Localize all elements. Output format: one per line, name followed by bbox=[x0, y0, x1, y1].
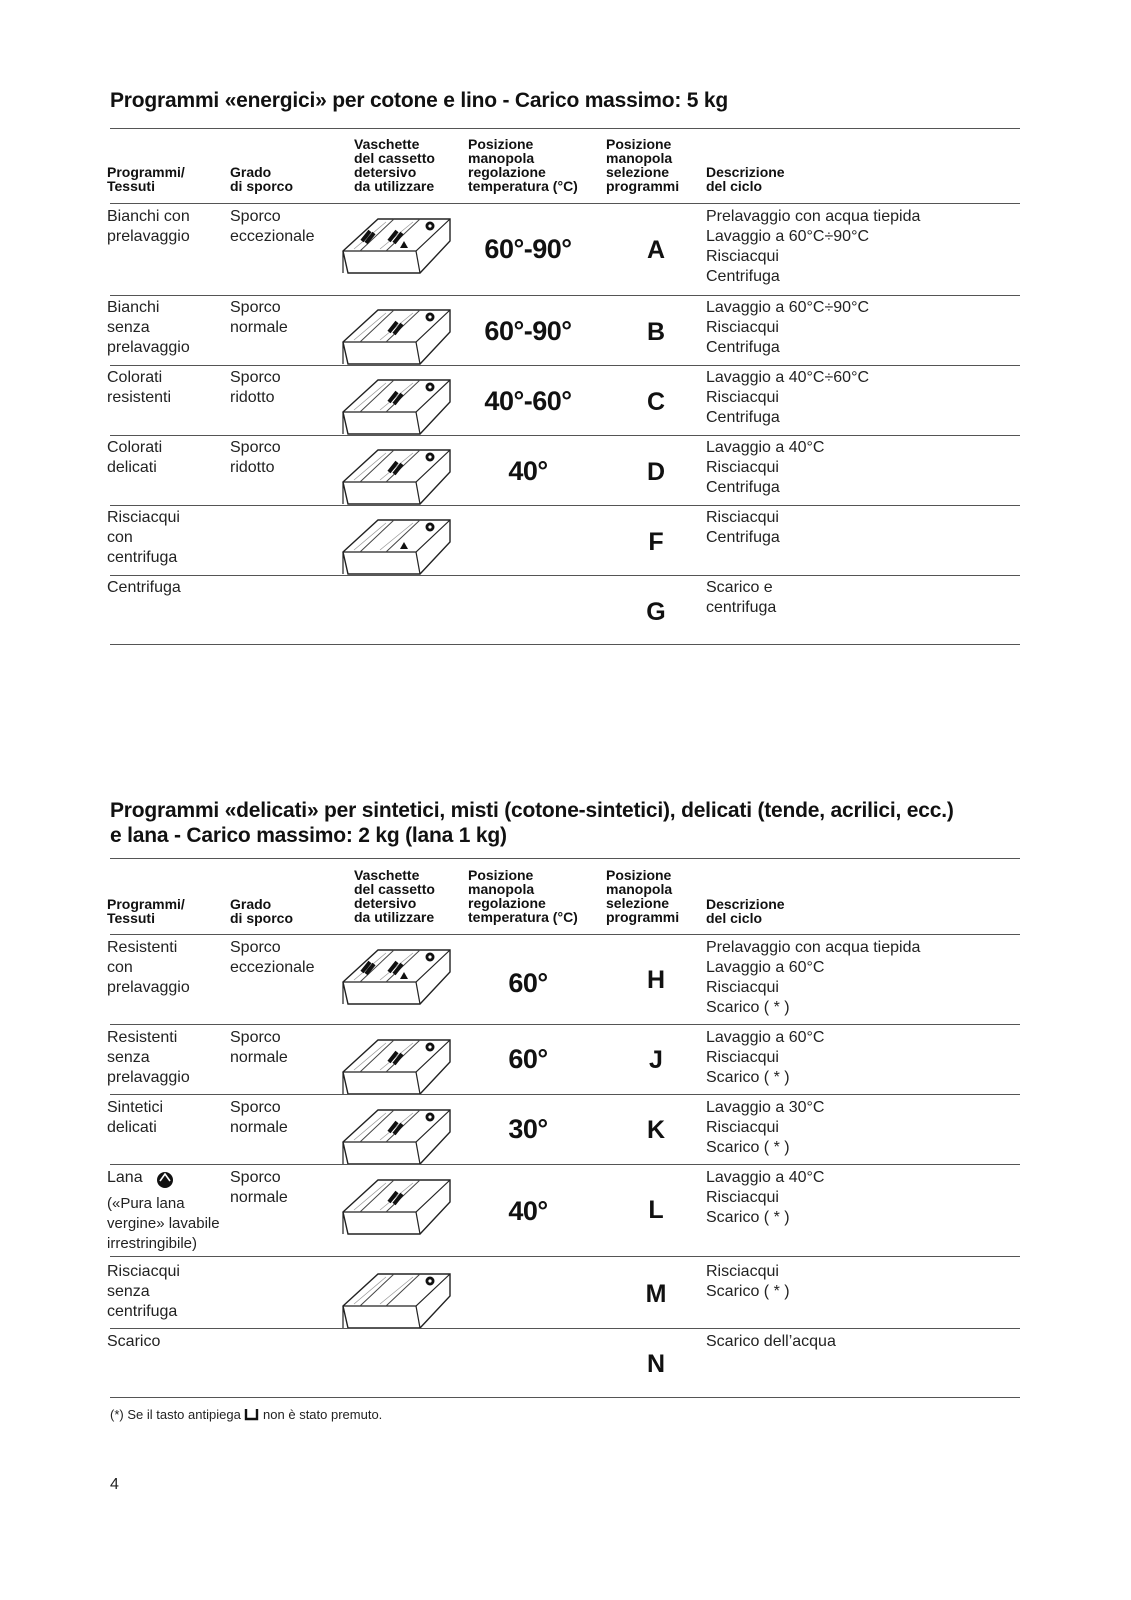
row-divider bbox=[110, 435, 1020, 436]
header-temperatura: Posizione manopola regolazione temperatura (°C) bbox=[468, 867, 578, 925]
row-divider bbox=[110, 1164, 1020, 1165]
header-programmi: Programmi/ Tessuti bbox=[107, 896, 185, 926]
header-descrizione: Descrizione del ciclo bbox=[706, 164, 785, 194]
fabric-cell: Resistenti con prelavaggio bbox=[107, 939, 190, 996]
section2-header-rule bbox=[110, 934, 1020, 935]
cycle-description: Lavaggio a 60°C÷90°C Risciacqui Centrifuga bbox=[706, 299, 870, 356]
cycle-description: Scarico e centrifuga bbox=[706, 579, 777, 616]
fabric-cell: Risciacqui con centrifuga bbox=[107, 509, 180, 566]
row-divider bbox=[110, 365, 1020, 366]
temperature-value: 40° bbox=[508, 1196, 548, 1226]
section2-top-rule bbox=[110, 858, 1020, 859]
section1-bottom-rule bbox=[110, 644, 1020, 645]
fabric-cell: Colorati resistenti bbox=[107, 369, 172, 406]
footnote bbox=[110, 1407, 382, 1424]
cycle-description: Scarico dell’acqua bbox=[706, 1333, 836, 1350]
row-divider bbox=[110, 575, 1020, 576]
temperature-value: 60°-90° bbox=[484, 316, 572, 346]
detergent-drawer-icon bbox=[338, 448, 456, 513]
detergent-drawer-icon bbox=[338, 378, 456, 443]
cycle-description: Prelavaggio con acqua tiepida Lavaggio a 60°C÷90°C Risciacqui Centrifuga bbox=[706, 208, 921, 285]
soil-cell: Sporco ridotto bbox=[230, 439, 281, 476]
program-letter: C bbox=[646, 388, 666, 416]
temperature-value: 60° bbox=[508, 1044, 548, 1074]
cycle-description: Risciacqui Centrifuga bbox=[706, 509, 780, 546]
detergent-drawer-icon bbox=[338, 948, 456, 1013]
fabric-cell: Risciacqui senza centrifuga bbox=[107, 1263, 180, 1320]
row-divider bbox=[110, 505, 1020, 506]
fabric-cell: Centrifuga bbox=[107, 579, 181, 596]
program-letter: F bbox=[648, 528, 664, 556]
fabric-cell: Resistenti senza prelavaggio bbox=[107, 1029, 190, 1086]
program-letter: L bbox=[648, 1196, 664, 1224]
program-letter: A bbox=[646, 236, 666, 264]
cycle-description: Lavaggio a 30°C Risciacqui Scarico ( * ) bbox=[706, 1099, 825, 1156]
fabric-cell: Scarico bbox=[107, 1333, 161, 1350]
temperature-value: 60° bbox=[508, 968, 548, 998]
program-letter: K bbox=[646, 1116, 666, 1144]
soil-cell: Sporco normale bbox=[230, 1099, 288, 1136]
soil-cell: Sporco eccezionale bbox=[230, 939, 315, 976]
cycle-description: Lavaggio a 60°C Risciacqui Scarico ( * ) bbox=[706, 1029, 825, 1086]
cycle-description: Lavaggio a 40°C Risciacqui Centrifuga bbox=[706, 439, 825, 496]
soil-cell: Sporco normale bbox=[230, 299, 288, 336]
fabric-cell: Bianchi con prelavaggio bbox=[107, 208, 190, 245]
program-letter: M bbox=[645, 1280, 667, 1308]
cycle-description: Prelavaggio con acqua tiepida Lavaggio a 60°C Risciacqui Scarico ( * ) bbox=[706, 939, 921, 1016]
detergent-drawer-icon bbox=[338, 217, 456, 282]
section1-top-rule bbox=[110, 128, 1020, 129]
soil-cell: Sporco normale bbox=[230, 1029, 288, 1066]
cycle-description: Lavaggio a 40°C Risciacqui Scarico ( * ) bbox=[706, 1169, 825, 1226]
program-letter: N bbox=[646, 1350, 666, 1378]
row-divider bbox=[110, 1328, 1020, 1329]
section2-bottom-rule bbox=[110, 1397, 1020, 1398]
fabric-cell: Sintetici delicati bbox=[107, 1099, 164, 1136]
fabric-cell: Lana bbox=[107, 1169, 143, 1186]
row-divider bbox=[110, 295, 1020, 296]
header-grado: Grado di sporco bbox=[230, 164, 294, 194]
header-grado: Grado di sporco bbox=[230, 896, 294, 926]
program-letter: B bbox=[646, 318, 666, 346]
header-vaschette: Vaschette del cassetto detersivo da utilizzare bbox=[354, 867, 435, 925]
program-letter: G bbox=[646, 598, 666, 626]
soil-cell: Sporco eccezionale bbox=[230, 208, 315, 245]
detergent-drawer-icon bbox=[338, 1178, 456, 1243]
program-letter: D bbox=[646, 458, 666, 486]
cycle-description: Risciacqui Scarico ( * ) bbox=[706, 1263, 790, 1300]
header-programmi: Programmi/ Tessuti bbox=[107, 164, 185, 194]
fabric-cell: Bianchi senza prelavaggio bbox=[107, 299, 190, 356]
detergent-drawer-icon bbox=[338, 308, 456, 373]
program-letter: H bbox=[646, 966, 666, 994]
temperature-value: 30° bbox=[508, 1114, 548, 1144]
soil-cell: Sporco ridotto bbox=[230, 369, 281, 406]
anti-crease-icon bbox=[244, 1408, 259, 1424]
row-divider bbox=[110, 1024, 1020, 1025]
row-divider bbox=[110, 1094, 1020, 1095]
wool-icon bbox=[156, 1170, 174, 1193]
soil-cell: Sporco normale bbox=[230, 1169, 288, 1206]
header-selezione: Posizione manopola selezione programmi bbox=[606, 136, 680, 194]
page-number: 4 bbox=[110, 1476, 119, 1493]
header-vaschette: Vaschette del cassetto detersivo da utilizzare bbox=[354, 136, 435, 194]
detergent-drawer-icon bbox=[338, 518, 456, 583]
program-letter: J bbox=[649, 1046, 663, 1074]
header-selezione: Posizione manopola selezione programmi bbox=[606, 867, 680, 925]
temperature-value: 40° bbox=[508, 456, 548, 486]
footnote-text: (*) Se il tasto antipiega bbox=[110, 1407, 241, 1422]
temperature-value: 40°-60° bbox=[484, 386, 572, 416]
row-divider bbox=[110, 1256, 1020, 1257]
temperature-value: 60°-90° bbox=[484, 234, 572, 264]
header-temperatura: Posizione manopola regolazione temperatura (°C) bbox=[468, 136, 578, 194]
cycle-description: Lavaggio a 40°C÷60°C Risciacqui Centrifuga bbox=[706, 369, 870, 426]
footnote-text-end: non è stato premuto. bbox=[263, 1407, 383, 1422]
header-descrizione: Descrizione del ciclo bbox=[706, 896, 785, 926]
fabric-note: («Pura lana vergine» lavabile irrestringibile) bbox=[107, 1195, 220, 1252]
section2-title: Programmi «delicati» per sintetici, misti (cotone-sintetici), delicati (tende, acrilici, ecc.) e lana - Carico massimo: 2 kg (lana 1 kg) bbox=[110, 799, 954, 847]
section1-header-rule bbox=[110, 203, 1020, 204]
section1-title: Programmi «energici» per cotone e lino - Carico massimo: 5 kg bbox=[110, 89, 728, 112]
fabric-cell: Colorati delicati bbox=[107, 439, 163, 476]
